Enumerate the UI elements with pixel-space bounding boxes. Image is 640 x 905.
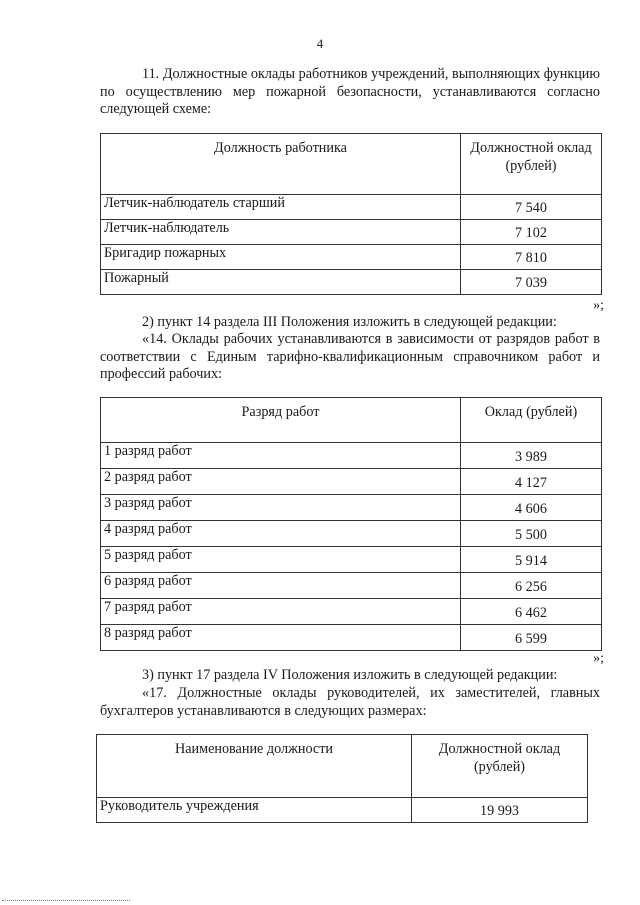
column-header-salary: Должностной оклад (рублей) (412, 735, 588, 798)
grade-name: 7 разряд работ (101, 599, 461, 625)
column-header-salary: Должностной оклад (рублей) (461, 134, 602, 195)
table-row (101, 625, 602, 651)
grade-name: 1 разряд работ (101, 443, 461, 469)
table-row (101, 495, 602, 521)
table-row (97, 798, 588, 823)
grade-name: 2 разряд работ (101, 469, 461, 495)
grade-name: 8 разряд работ (101, 625, 461, 651)
table-row (101, 599, 602, 625)
closing-quote: »; (593, 298, 604, 313)
table-header-row (101, 398, 602, 443)
page-number: 4 (316, 36, 324, 51)
salary-value: 4 127 (461, 469, 602, 495)
position-name: Летчик-наблюдатель старший (101, 195, 461, 220)
management-salary-table (96, 734, 588, 823)
closing-quote: »; (593, 651, 604, 666)
salary-value: 7 540 (461, 195, 602, 220)
grade-name: 3 разряд работ (101, 495, 461, 521)
table-row (101, 270, 602, 295)
table-row (101, 469, 602, 495)
table-header-row (101, 134, 602, 195)
grade-name: 5 разряд работ (101, 547, 461, 573)
worker-grade-salary-table (100, 397, 602, 651)
position-name: Пожарный (101, 270, 461, 295)
salary-value: 7 102 (461, 220, 602, 245)
fire-safety-salary-table (100, 133, 602, 295)
column-header-position: Должность работника (101, 134, 461, 195)
salary-value: 5 500 (461, 521, 602, 547)
table-row (101, 547, 602, 573)
position-name: Руководитель учреждения (97, 798, 412, 823)
salary-value: 19 993 (412, 798, 588, 823)
position-name: Летчик-наблюдатель (101, 220, 461, 245)
salary-value: 7 039 (461, 270, 602, 295)
table-row (101, 521, 602, 547)
table-row (101, 195, 602, 220)
column-header-salary: Оклад (рублей) (461, 398, 602, 443)
position-name: Бригадир пожарных (101, 245, 461, 270)
paragraph-item-2: 2) пункт 14 раздела III Положения изложить в следующей редакции: (142, 314, 557, 330)
grade-name: 4 разряд работ (101, 521, 461, 547)
table-row (101, 443, 602, 469)
grade-name: 6 разряд работ (101, 573, 461, 599)
salary-value: 3 989 (461, 443, 602, 469)
paragraph-item-3: 3) пункт 17 раздела IV Положения изложить в следующей редакции: (142, 667, 558, 683)
column-header-position-title: Наименование должности (97, 735, 412, 798)
salary-value: 5 914 (461, 547, 602, 573)
salary-value: 4 606 (461, 495, 602, 521)
salary-value: 7 810 (461, 245, 602, 270)
paragraph-11: 11. Должностные оклады работников учреждений, выполняющих функцию по осуществлению мер пожарной безопасности, устанавливаются согласно следующей схеме: (100, 66, 600, 117)
column-header-grade: Разряд работ (101, 398, 461, 443)
table-row (101, 245, 602, 270)
table-row (101, 573, 602, 599)
table-row (101, 220, 602, 245)
paragraph-14: «14. Оклады рабочих устанавливаются в зависимости от разрядов работ в соответствии с Единым тарифно-квалификационным справочником работ и профессий рабочих: (100, 331, 600, 382)
footer-divider (2, 900, 130, 901)
paragraph-17: «17. Должностные оклады руководителей, их заместителей, главных бухгалтеров устанавливаются в следующих размерах: (100, 685, 600, 719)
salary-value: 6 462 (461, 599, 602, 625)
salary-value: 6 256 (461, 573, 602, 599)
salary-value: 6 599 (461, 625, 602, 651)
table-header-row (97, 735, 588, 798)
